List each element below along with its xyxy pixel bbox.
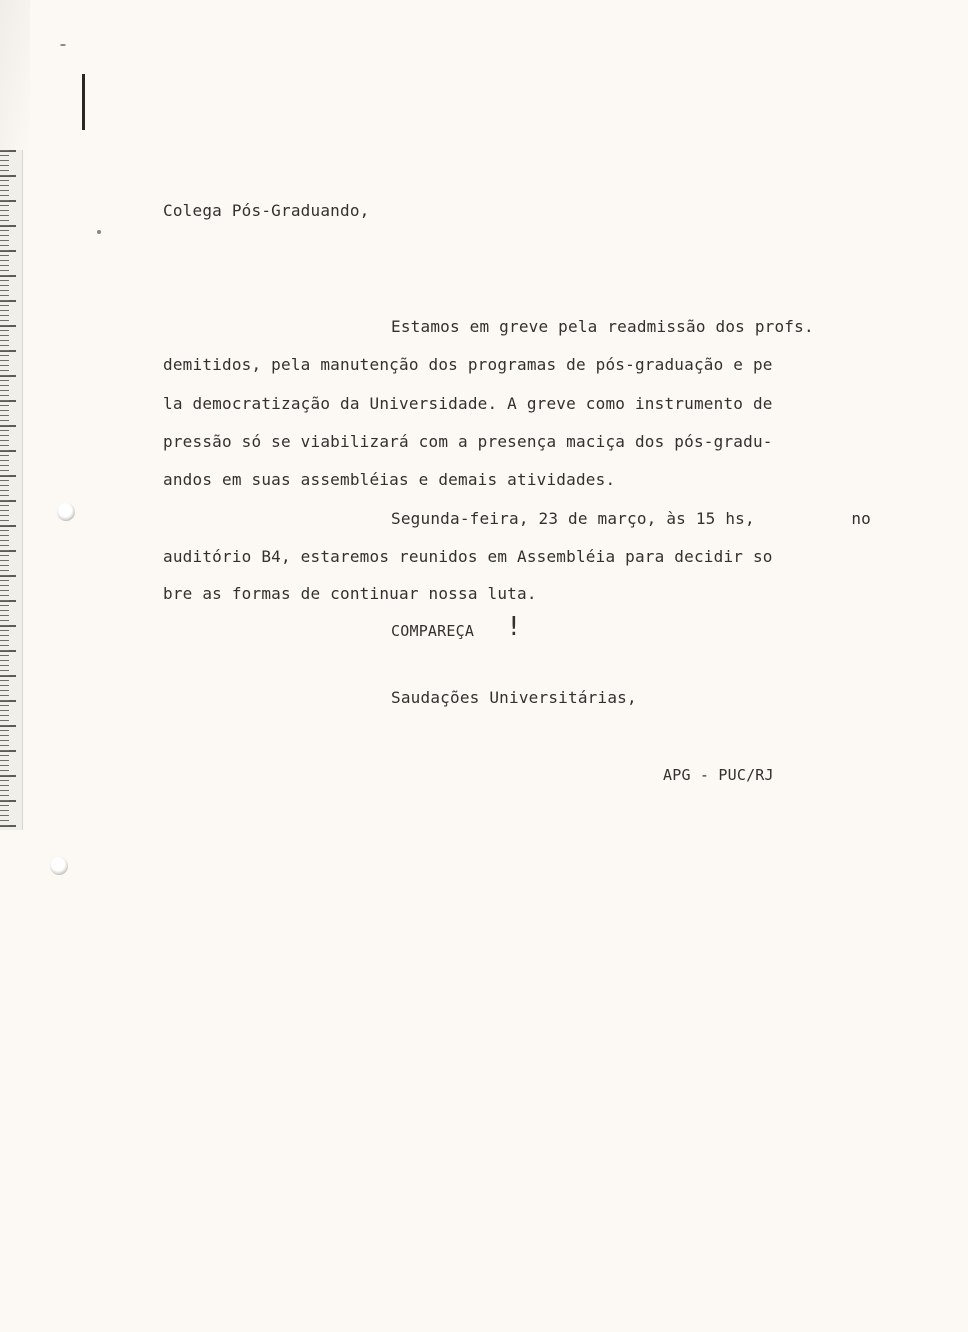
paragraph1-line5: andos em suas assembléias e demais atividades. bbox=[163, 470, 616, 489]
paragraph1-line1: Estamos em greve pela readmissão dos profs. bbox=[391, 317, 814, 336]
paragraph1-line3: la democratização da Universidade. A greve como instrumento de bbox=[163, 394, 773, 413]
measuring-ruler bbox=[0, 150, 23, 830]
letter-closing: Saudações Universitárias, bbox=[391, 688, 637, 707]
letter-salutation: Colega Pós-Graduando, bbox=[163, 201, 370, 220]
paper-speck bbox=[60, 44, 66, 46]
callout-exclamation: ! bbox=[506, 612, 522, 642]
ruler-ticks bbox=[0, 150, 22, 830]
paragraph2-line1-end: no bbox=[851, 509, 871, 528]
paragraph1-line2: demitidos, pela manutenção dos programas de pós-graduação e pe bbox=[163, 355, 773, 374]
callout-text: COMPAREÇA bbox=[391, 622, 475, 640]
paragraph2-line3: bre as formas de continuar nossa luta. bbox=[163, 584, 537, 603]
paragraph2-line2: auditório B4, estaremos reunidos em Assembléia para decidir so bbox=[163, 547, 773, 566]
letter-signature: APG - PUC/RJ bbox=[663, 766, 774, 784]
paper-speck bbox=[97, 230, 101, 234]
paper-corner-shading bbox=[0, 0, 30, 160]
punch-hole-bottom bbox=[50, 857, 68, 875]
ink-mark bbox=[82, 74, 85, 130]
paragraph2-line1-main: Segunda-feira, 23 de março, às 15 hs, bbox=[391, 509, 755, 528]
paragraph2-line1 bbox=[391, 509, 871, 528]
paragraph1-line4: pressão só se viabilizará com a presença maciça dos pós-gradu- bbox=[163, 432, 773, 451]
punch-hole-top bbox=[57, 503, 75, 521]
